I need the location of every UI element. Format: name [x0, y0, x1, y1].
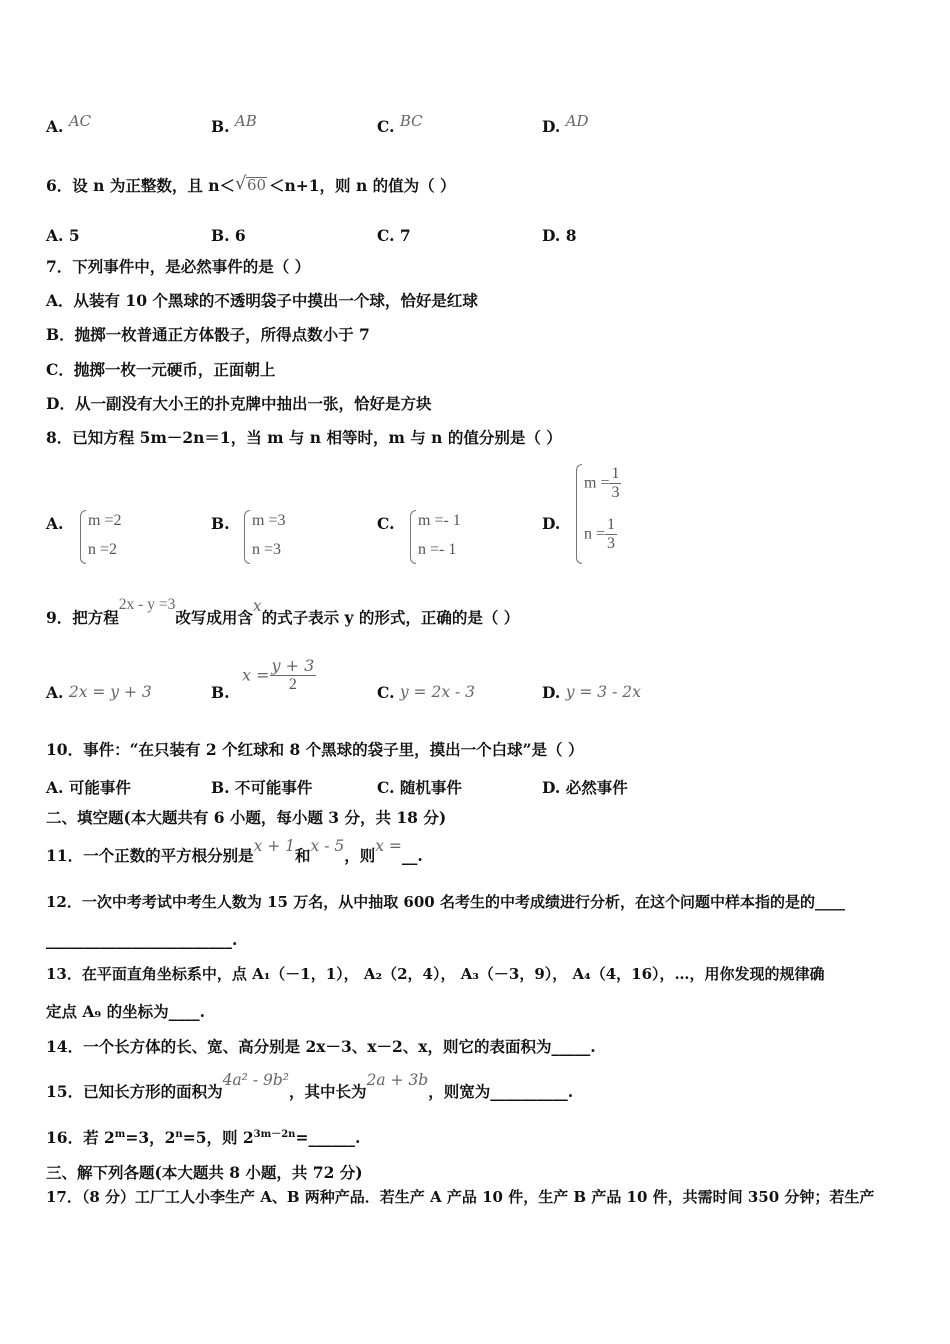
q7-option-a: A．从装有 10 个黑球的不透明袋子中摸出一个球，恰好是红球 [46, 291, 478, 310]
fraction: $\frac{1}{3}$ [611, 465, 620, 501]
q8-option-c-letter: C. [377, 514, 395, 533]
q16-stem: 16．若 $2^m=3$，$2^n=5$，则 $2^{3m-2n}=\_\_\_\_\_\_$. [46, 1128, 361, 1148]
q6-option-d: D. 8 [542, 226, 577, 245]
q5-option-a: A. AC [46, 112, 92, 136]
q5-option-c: C. BC [377, 112, 423, 136]
q15-stem: 15．已知长方形的面积为4a² - 9b²，其中长为2a + 3b，则宽为__________. [46, 1071, 574, 1101]
brace-icon [410, 510, 416, 564]
q10-option-a: A. 可能事件 [46, 778, 131, 797]
q10-option-c: C. 随机事件 [377, 778, 462, 797]
q8-stem: 8．已知方程 5m－2n＝1，当 m 与 n 相等时，m 与 n 的值分别是（ ） [46, 428, 562, 447]
q9-option-b-letter: B. [211, 683, 230, 702]
q6-option-b: B. 6 [211, 226, 246, 245]
q8-option-b-eq2: n =3 [252, 541, 282, 558]
q5-option-b: B. AB [211, 112, 257, 136]
q9-stem: 9．把方程2x - y =3改写成用含x的式子表示 y 的形式，正确的是（ ） [46, 596, 520, 627]
q17-stem: 17．（8 分）工厂工人小李生产 A、B 两种产品．若生产 A 产品 10 件，生产 B 产品 10 件，共需时间 350 分钟；若生产 [46, 1188, 875, 1206]
q9-option-a: A. 2x = y + 3 [46, 683, 152, 702]
q14-stem: 14．一个长方体的长、宽、高分别是 2x－3、x－2、x，则它的表面积为_____. [46, 1037, 596, 1056]
q11-stem: 11．一个正数的平方根分别是x + 1和x - 5，则x =__. [46, 837, 423, 865]
q7-option-b: B．抛掷一枚普通正方体骰子，所得点数小于 7 [46, 325, 370, 344]
q6-option-c: C. 7 [377, 226, 411, 245]
q10-option-b: B. 不可能事件 [211, 778, 313, 797]
q8-option-b-letter: B. [211, 514, 230, 533]
q6-option-a: A. 5 [46, 226, 80, 245]
q8-option-c-eq2: n =- 1 [418, 541, 457, 558]
q13-line-2: 定点 A₉ 的坐标为____. [46, 1002, 206, 1021]
q7-stem: 7．下列事件中，是必然事件的是（ ） [46, 257, 311, 276]
q7-option-c: C．抛掷一枚一元硬币，正面朝上 [46, 360, 276, 379]
q9-option-c: C. y = 2x - 3 [377, 683, 476, 702]
q5-option-d: D. AD [542, 112, 589, 136]
q8-option-a-eq2: n =2 [88, 541, 118, 558]
brace-icon [576, 464, 582, 564]
q10-option-d: D. 必然事件 [542, 778, 628, 797]
q8-option-c-eq1: m =- 1 [418, 512, 461, 529]
q12-line-1: 12．一次中考考试中考生人数为 15 万名，从中抽取 600 名考生的中考成绩进行分析，在这个问题中样本指的是的____ [46, 893, 845, 911]
q9-option-b-expr: x = $\frac{y + 3}{2}$ [242, 656, 315, 693]
q13-line-1: 13．在平面直角坐标系中，点 A₁（－1，1）， A₂（2，4）， A₃（－3，9）， A₄（4，16），…，用你发现的规律确 [46, 965, 825, 983]
section-2-heading: 二、填空题(本大题共有 6 小题，每小题 3 分，共 18 分) [46, 808, 447, 827]
q8-option-d-eq1: m = $\frac{1}{3}$ [584, 465, 620, 501]
q12-line-2: ________________________. [46, 930, 238, 949]
q8-option-d-eq2: n = $\frac{1}{3}$ [584, 516, 616, 552]
brace-icon [244, 510, 250, 564]
q9-option-d: D. y = 3 - 2x [542, 683, 641, 702]
fraction: $\frac{1}{3}$ [607, 516, 616, 552]
q6-stem: 6．设 n 为正整数，且 n＜ √ 60 ＜n+1，则 n 的值为（ ） [46, 173, 456, 195]
fraction: $\frac{y + 3}{2}$ [271, 656, 315, 693]
q7-option-d: D．从一副没有大小王的扑克牌中抽出一张，恰好是方块 [46, 394, 432, 413]
brace-icon [80, 510, 86, 564]
q8-option-a-eq1: m =2 [88, 512, 122, 529]
q8-option-b-eq1: m =3 [252, 512, 286, 529]
q8-option-a-letter: A. [46, 514, 64, 533]
q10-stem: 10．事件：“在只装有 2 个红球和 8 个黑球的袋子里，摸出一个白球”是（ ） [46, 740, 584, 759]
section-3-heading: 三、解下列各题(本大题共 8 小题，共 72 分) [46, 1163, 363, 1182]
q8-option-d-letter: D. [542, 514, 561, 533]
